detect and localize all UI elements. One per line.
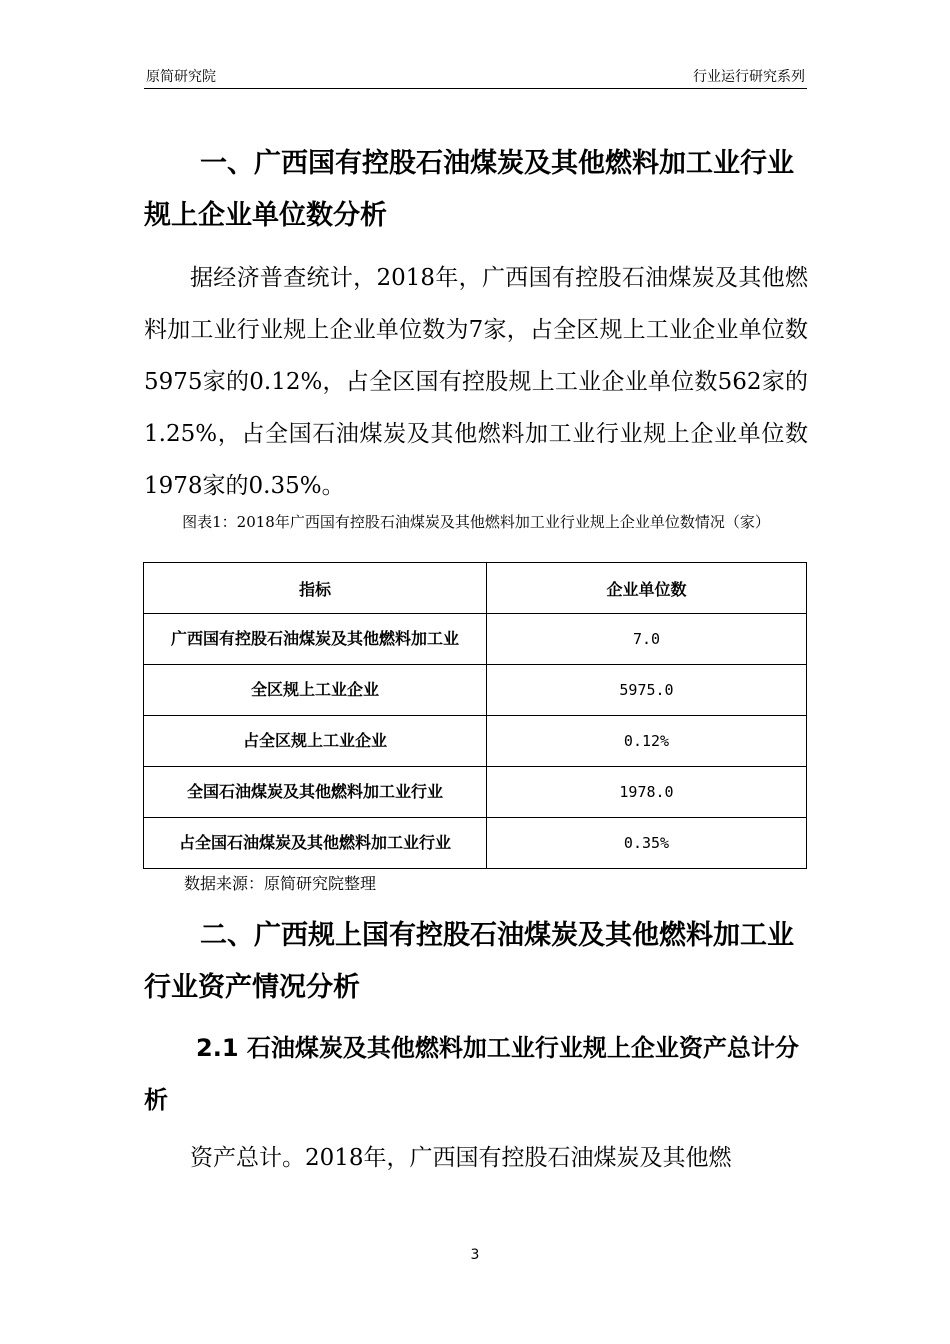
data-table	[143, 562, 807, 869]
section1-heading: 一、广西国有控股石油煤炭及其他燃料加工业行业规上企业单位数分析	[144, 148, 794, 231]
row-value: 0.12%	[487, 716, 807, 767]
table-row	[144, 716, 807, 767]
header-publisher: 原简研究院	[146, 69, 216, 85]
page-number: 3	[470, 1247, 480, 1263]
row-value: 7.0	[487, 614, 807, 665]
row-value: 5975.0	[487, 665, 807, 716]
section2-heading: 二、广西规上国有控股石油煤炭及其他燃料加工业行业资产情况分析	[144, 920, 794, 1003]
header-series: 行业运行研究系列	[693, 69, 805, 85]
section1-paragraph: 据经济普查统计，2018年，广西国有控股石油煤炭及其他燃料加工业行业规上企业单位数为7家，占全区规上工业企业单位数5975家的0.12%，占全区国有控股规上工业企业单位数562家的1.25%，占全国石油煤炭及其他燃料加工业行业规上企业单位数1978家的0.35%。	[144, 265, 808, 499]
section2-paragraph: 资产总计。2018年，广西国有控股石油煤炭及其他燃	[190, 1145, 732, 1171]
table-row	[144, 665, 807, 716]
table-row	[144, 818, 807, 869]
section2-subheading: 2.1 石油煤炭及其他燃料加工业行业规上企业资产总计分析	[144, 1034, 799, 1114]
table-row	[144, 614, 807, 665]
row-value: 0.35%	[487, 818, 807, 869]
table-header-row	[144, 563, 807, 614]
table-caption: 图表1：2018年广西国有控股石油煤炭及其他燃料加工业行业规上企业单位数情况（家）	[182, 513, 770, 531]
table-source-note: 数据来源：原简研究院整理	[184, 874, 377, 893]
table-header-indicator: 指标	[144, 563, 487, 614]
row-label: 全国石油煤炭及其他燃料加工业行业	[144, 767, 487, 818]
table-header-count: 企业单位数	[487, 563, 807, 614]
row-value: 1978.0	[487, 767, 807, 818]
row-label: 占全国石油煤炭及其他燃料加工业行业	[144, 818, 487, 869]
row-label: 全区规上工业企业	[144, 665, 487, 716]
table-row	[144, 767, 807, 818]
header-divider	[144, 88, 807, 89]
row-label: 占全区规上工业企业	[144, 716, 487, 767]
row-label: 广西国有控股石油煤炭及其他燃料加工业	[144, 614, 487, 665]
